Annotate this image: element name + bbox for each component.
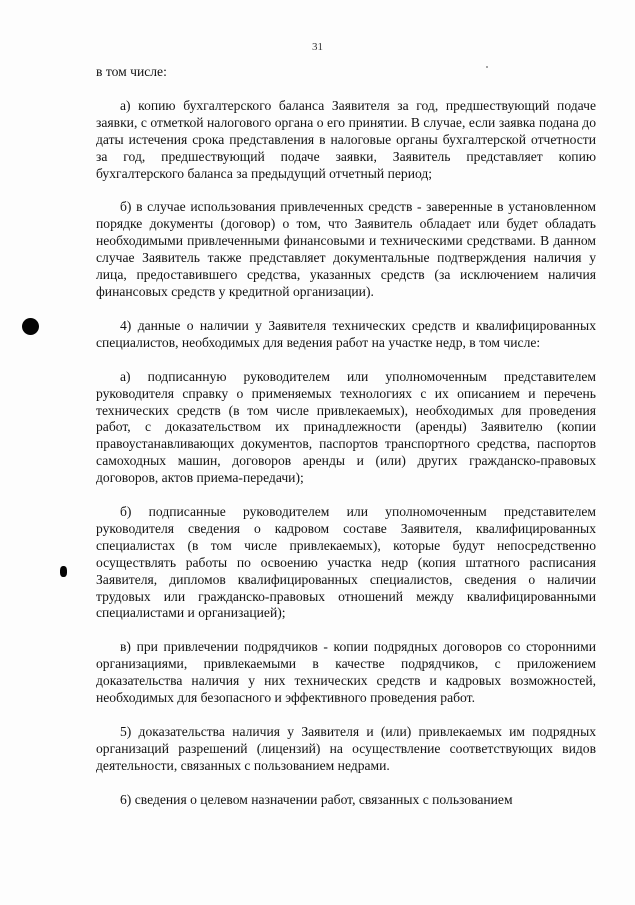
paragraph-item-v-contractors: в) при привлечении подрядчиков - копии подрядных договоров со сторонними организациями, привлекаемыми в качестве подрядчиков, с приложением доказательства наличия у них технических средств и кадровых возможностей, необходимых для безопасного и эффективного проведения работ. bbox=[96, 639, 596, 706]
punch-hole-mark bbox=[60, 566, 67, 577]
paragraph-item-b-funds: б) в случае использования привлеченных средств - заверенные в установленном порядке документы (договор) о том, что Заявитель обладает или будет обладать необходимыми привлеченными финансовыми и техническими средствами. В данном случае Заявитель также представляет документальные подтверждения наличия у лица, предоставившего средства, указанных средств (за исключением наличия финансовых средств у кредитной организации). bbox=[96, 199, 596, 299]
punch-hole-mark bbox=[22, 318, 39, 335]
paragraph-item-b-staff: б) подписанные руководителем или уполномоченным представителем руководителя сведения о кадровом составе Заявителя, квалифицированных специалистах (в том числе привлекаемых), которые будут непосредственно осуществлять работы по освоению участка недр (копия штатного расписания Заявителя, дипломов квалифицированных специалистов, сведения о наличии трудовых или гражданско-правовых отношений между квалифицированными специалистами и организацией); bbox=[96, 504, 596, 621]
page-number: 31 bbox=[312, 41, 323, 53]
document-body bbox=[96, 64, 596, 809]
paragraph-item-a-balance: а) копию бухгалтерского баланса Заявителя за год, предшествующий подаче заявки, с отметкой налогового органа о его принятии. В случае, если заявка подана до даты истечения срока представления в налоговые органы бухгалтерской отчетности за год, предшествующий подаче заявки, Заявитель представляет копию бухгалтерского баланса за предыдущий отчетный период; bbox=[96, 97, 596, 181]
paragraph-item-5-licenses: 5) доказательства наличия у Заявителя и (или) привлекаемых им подрядных организаций разрешений (лицензий) на осуществление соответствующих видов деятельности, связанных с пользованием недрами. bbox=[96, 724, 596, 773]
paragraph-item-6-purpose: 6) сведения о целевом назначении работ, связанных с пользованием bbox=[120, 791, 513, 807]
paragraph-item-4-technical: 4) данные о наличии у Заявителя технических средств и квалифицированных специалистов, необходимых для ведения работ на участке недр, в том числе: bbox=[96, 317, 596, 350]
paragraph-intro: в том числе: bbox=[96, 64, 167, 79]
paragraph-item-a-technology: а) подписанную руководителем или уполномоченным представителем руководителя справку о применяемых технологиях с их описанием и перечень технических средств (в том числе привлекаемых), необходимых для проведения работ, с доказательством их принадлежности (аренды) Заявителю (копии правоустанавливающих документов, паспортов транспортного средства, паспортов самоходных машин, договоров аренды и (или) других гражданско-правовых договоров, актов приема-передачи); bbox=[96, 368, 596, 486]
